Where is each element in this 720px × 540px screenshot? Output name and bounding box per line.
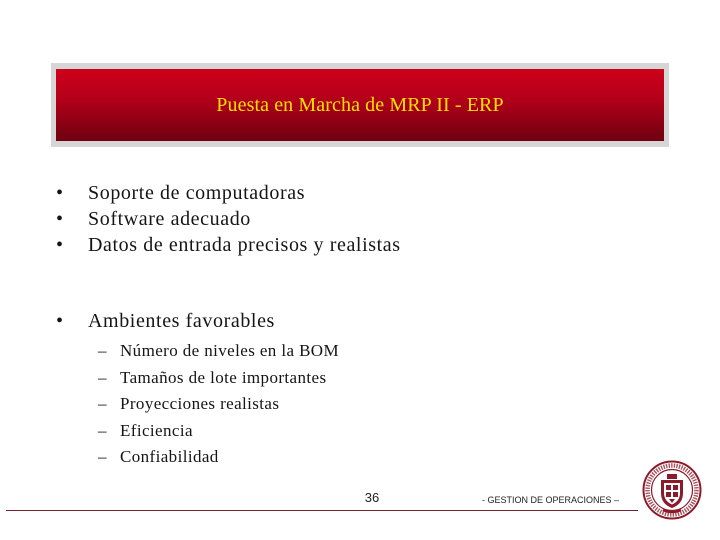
- sub-bullet-dash: –: [98, 420, 107, 440]
- bullet-dot: •: [56, 182, 64, 204]
- bullet-item: [56, 308, 275, 334]
- sub-bullet-text: Número de niveles en la BOM: [120, 341, 340, 360]
- bullet-text: Datos de entrada precisos y realistas: [88, 234, 401, 256]
- bullet-text: Ambientes favorables: [88, 310, 275, 332]
- sub-bullet-item: [98, 418, 339, 445]
- sub-bullet-item: [98, 391, 339, 418]
- bullet-dot: •: [56, 310, 64, 332]
- sub-bullet-list: [98, 338, 339, 471]
- sub-bullet-dash: –: [98, 447, 107, 466]
- title-box: [56, 69, 664, 141]
- sub-bullet-dash: –: [98, 394, 107, 413]
- footer-rule: [6, 510, 638, 511]
- university-seal-icon: [642, 460, 702, 520]
- sub-bullet-text: Confiabilidad: [120, 447, 219, 466]
- bullet-dot: •: [56, 208, 64, 230]
- bullet-item: [56, 206, 401, 232]
- bullet-list-main: [56, 180, 401, 258]
- sub-bullet-text: Eficiencia: [120, 420, 193, 440]
- sub-bullet-item: [98, 365, 339, 392]
- footer-text: - GESTION DE OPERACIONES –: [482, 495, 620, 505]
- sub-bullet-item: [98, 338, 339, 365]
- slide-title: Puesta en Marcha de MRP II - ERP: [216, 93, 504, 116]
- sub-bullet-dash: –: [98, 341, 107, 360]
- bullet-text: Soporte de computadoras: [88, 182, 306, 204]
- bullet-text: Software adecuado: [88, 208, 251, 230]
- bullet-dot: •: [56, 234, 64, 256]
- bullet-item: [56, 180, 401, 206]
- sub-bullet-text: Tamaños de lote importantes: [120, 367, 327, 387]
- sub-bullet-item: [98, 444, 339, 471]
- bullet-list-secondary: [56, 308, 275, 334]
- page-number: 36: [364, 490, 380, 505]
- sub-bullet-dash: –: [98, 367, 107, 387]
- sub-bullet-text: Proyecciones realistas: [120, 394, 280, 413]
- bullet-item: [56, 232, 401, 258]
